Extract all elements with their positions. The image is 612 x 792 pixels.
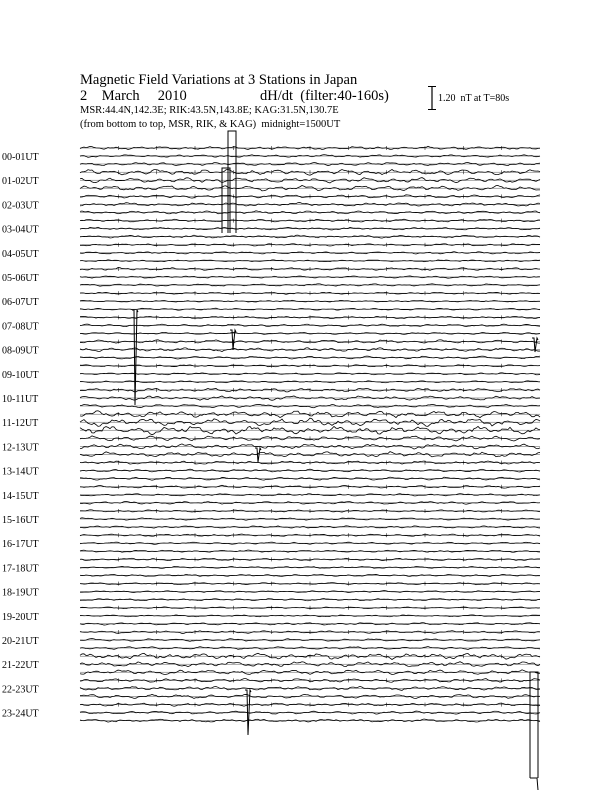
hour-row-label: 10-11UT [2, 394, 39, 405]
hour-row [2, 653, 540, 674]
hour-row [2, 219, 540, 239]
hour-row [2, 243, 540, 262]
date-day: 2 [80, 88, 88, 104]
hour-row-label: 11-12UT [2, 418, 39, 430]
hour-row-label: 04-05UT [2, 248, 39, 260]
hour-row [2, 194, 540, 213]
hour-row [2, 557, 540, 576]
station-trace-RIK [80, 227, 540, 230]
midnight-label: midnight=1500UT [261, 119, 341, 130]
hour-row [2, 169, 540, 190]
hour-row-label: 13-14UT [2, 466, 39, 478]
hour-row-label: 23-24UT [2, 708, 39, 720]
hour-row-label: 22-23UT [2, 684, 39, 696]
chart-title: Magnetic Field Variations at 3 Stations in Japan [80, 72, 358, 88]
hour-row-label: 02-03UT [2, 200, 39, 212]
hour-row-label: 06-07UT [2, 297, 39, 309]
station-trace-MSR [80, 381, 540, 383]
hour-row-label: 15-16UT [2, 515, 39, 526]
hour-row-label: 17-18UT [2, 563, 39, 575]
station-trace-MSR [80, 426, 540, 434]
quantity-label: dH/dt [260, 88, 294, 104]
hour-row-label: 20-21UT [2, 636, 39, 647]
hour-row [2, 461, 540, 481]
hour-row [2, 436, 540, 457]
scale-bar-label: 1.20 nT at T=80s [438, 93, 510, 104]
hour-row-label: 12-13UT [2, 442, 39, 454]
hour-row [2, 146, 540, 166]
order-label: (from bottom to top, MSR, RIK, & KAG) [80, 119, 257, 130]
hour-row [2, 533, 540, 552]
hour-row-label: 14-15UT [2, 490, 39, 502]
hour-row-label: 18-19UT [2, 587, 39, 599]
hour-row [2, 267, 540, 286]
hour-row-label: 16-17UT [2, 539, 39, 551]
signal-glitch [222, 168, 230, 233]
hour-row-label: 03-04UT [2, 224, 39, 236]
hour-row [2, 485, 540, 504]
hour-row [2, 315, 540, 334]
hour-row-label: 01-02UT [2, 176, 39, 188]
hour-row-label: 19-20UT [2, 611, 39, 623]
date-month: March [101, 88, 140, 104]
hour-row [2, 411, 540, 435]
signal-glitch [530, 778, 538, 790]
station-coordinates: MSR:44.4N,142.3E; RIK:43.5N,143.8E; KAG:31.5N,130.7E [80, 105, 339, 116]
hour-row [2, 630, 540, 649]
hour-row [2, 606, 540, 625]
hour-row [2, 582, 540, 601]
station-trace-RIK [80, 155, 540, 158]
hour-row [2, 340, 540, 359]
hour-row-label: 05-06UT [2, 273, 39, 284]
hour-row [2, 364, 540, 383]
date-year: 2010 [157, 88, 187, 104]
hour-row-label: 08-09UT [2, 345, 39, 357]
hour-row [2, 291, 540, 310]
hour-row-label: 07-08UT [2, 321, 39, 333]
hour-row-label: 09-10UT [2, 369, 39, 381]
hour-row [2, 388, 540, 408]
hour-row-label: 00-01UT [2, 152, 39, 163]
signal-glitch [530, 672, 538, 778]
hour-row [2, 678, 540, 698]
signal-glitch [228, 131, 236, 233]
hour-row-label: 21-22UT [2, 660, 39, 672]
hour-row [2, 509, 540, 528]
hour-row [2, 703, 540, 723]
filter-label: (filter:40-160s) [300, 88, 389, 104]
